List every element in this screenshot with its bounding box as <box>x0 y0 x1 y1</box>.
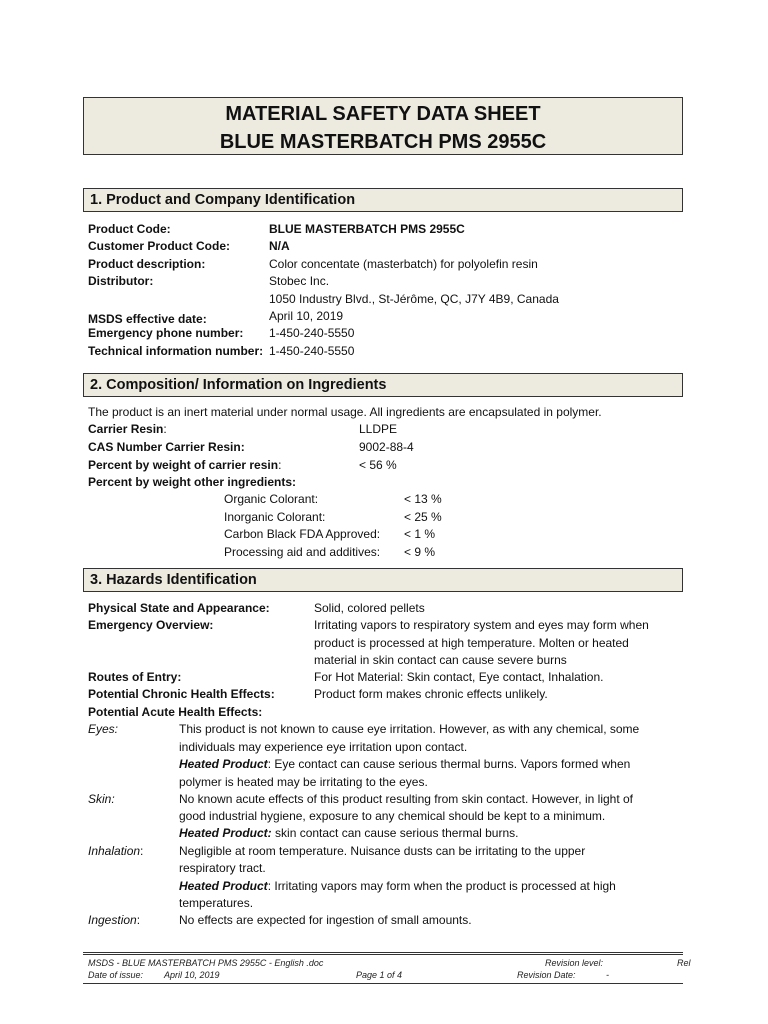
footer-revision-level-label: Revision level: <box>545 958 604 968</box>
eyes-line: This product is not known to cause eye irritation. However, as with any chemical, some <box>179 722 640 736</box>
eyes-heated-line2: polymer is heated may be irritating to the eyes. <box>179 775 428 789</box>
emergency-overview-line: product is processed at high temperature. Molten or heated <box>314 636 629 650</box>
customer-code-value: N/A <box>269 239 290 253</box>
chronic-label: Potential Chronic Health Effects: <box>88 687 275 701</box>
ingestion-label: Ingestion <box>88 913 137 927</box>
cas-number-label: CAS Number Carrier Resin: <box>88 440 245 454</box>
skin-line: No known acute effects of this product resulting from skin contact. However, in light of <box>179 792 634 806</box>
skin-line: good industrial hygiene, exposure to any chemical should be kept to a minimum. <box>179 809 606 823</box>
customer-code-label: Customer Product Code: <box>88 239 231 253</box>
distributor-name: Stobec Inc. <box>269 274 330 288</box>
percent-other-label: Percent by weight other ingredients: <box>88 475 297 489</box>
physical-state-value: Solid, colored pellets <box>314 601 425 615</box>
emergency-phone-value: 1-450-240-5550 <box>269 326 355 340</box>
percent-carrier-label-text: Percent by weight of carrier resin <box>88 458 279 472</box>
ingredient-name: Carbon Black FDA Approved: <box>224 527 381 541</box>
msds-date-value: April 10, 2019 <box>269 309 344 323</box>
cas-number-value: 9002-88-4 <box>359 440 414 454</box>
ingredient-name: Processing aid and additives: <box>224 545 381 559</box>
skin-heated-label: Heated Product: <box>179 826 272 840</box>
section2-heading: 2. Composition/ Information on Ingredients <box>83 373 683 397</box>
percent-carrier-colon: : <box>278 458 282 472</box>
document-title-box <box>83 97 683 155</box>
ingestion-value: No effects are expected for ingestion of small amounts. <box>179 913 472 927</box>
skin-heated <box>179 825 518 842</box>
ingredient-value: < 25 % <box>404 510 442 524</box>
routes-label: Routes of Entry: <box>88 670 182 684</box>
ingredient-name: Organic Colorant: <box>224 492 319 506</box>
document-title-line2: BLUE MASTERBATCH PMS 2955C <box>219 131 547 153</box>
percent-carrier-label <box>88 457 281 474</box>
footer-page-number: Page 1 of 4 <box>356 970 403 980</box>
eyes-label: Eyes: <box>88 722 119 736</box>
footer-revision-date-value: - <box>606 970 609 980</box>
inhalation-line: Negligible at room temperature. Nuisance dusts can be irritating to the upper <box>179 844 586 858</box>
section1-heading: 1. Product and Company Identification <box>83 188 683 212</box>
inhalation-label: Inhalation <box>88 844 141 858</box>
footer-revision-date-label: Revision Date: <box>517 970 576 980</box>
carrier-resin-label <box>88 421 167 438</box>
emergency-phone-label: Emergency phone number: <box>88 326 244 340</box>
product-code-value: BLUE MASTERBATCH PMS 2955C <box>269 222 465 236</box>
section3-heading: 3. Hazards Identification <box>83 568 683 592</box>
inhalation-heated-line2: temperatures. <box>179 896 254 910</box>
emergency-overview-label: Emergency Overview: <box>88 618 214 632</box>
product-description-label: Product description: <box>88 257 206 271</box>
eyes-heated-label: Heated Product <box>179 757 268 771</box>
carrier-resin-colon: : <box>163 422 167 436</box>
ingredient-name: Inorganic Colorant: <box>224 510 326 524</box>
physical-state-label: Physical State and Appearance: <box>88 601 270 615</box>
ingestion-label-wrap: Ingestion: <box>88 913 141 927</box>
acute-label: Potential Acute Health Effects: <box>88 705 263 719</box>
carrier-resin-value: LLDPE <box>359 422 398 436</box>
product-code-label: Product Code: <box>88 222 171 236</box>
inhalation-heated-text: : Irritating vapors may form when the product is processed at high <box>267 879 616 893</box>
emergency-overview-line: material in skin contact can cause severe burns <box>314 653 567 667</box>
document-title-line1: MATERIAL SAFETY DATA SHEET <box>225 103 541 125</box>
footer-bottom-divider <box>83 983 683 984</box>
distributor-address: 1050 Industry Blvd., St-Jérôme, QC, J7Y 4B9, Canada <box>269 292 559 306</box>
footer-divider <box>83 954 683 955</box>
footer-date-issue-value: April 10, 2019 <box>164 970 220 980</box>
ingredient-value: < 1 % <box>404 527 436 541</box>
msds-date-label: MSDS effective date: <box>88 312 207 326</box>
inhalation-heated-label: Heated Product <box>179 879 268 893</box>
eyes-heated-text: : Eye contact can cause serious thermal burns. Vapors formed when <box>267 757 631 771</box>
chronic-value: Product form makes chronic effects unlikely. <box>314 687 548 701</box>
footer-revision-level-value: Rel <box>677 958 691 968</box>
skin-heated-text: skin contact can cause serious thermal burns. <box>271 826 519 840</box>
technical-number-label: Technical information number: <box>88 344 264 358</box>
distributor-label: Distributor: <box>88 274 154 288</box>
carrier-resin-label-text: Carrier Resin <box>88 422 164 436</box>
inhalation-label-wrap: Inhalation: <box>88 844 144 858</box>
technical-number-value: 1-450-240-5550 <box>269 344 355 358</box>
inhalation-line: respiratory tract. <box>179 861 266 875</box>
inhalation-heated <box>179 878 616 895</box>
footer-date-issue-label: Date of issue: <box>88 970 144 980</box>
footer-divider <box>83 952 683 953</box>
eyes-heated <box>179 756 630 773</box>
ingredient-value: < 13 % <box>404 492 442 506</box>
composition-intro: The product is an inert material under normal usage. All ingredients are encapsulated in polymer. <box>88 405 602 419</box>
percent-carrier-value: < 56 % <box>359 458 397 472</box>
emergency-overview-line: Irritating vapors to respiratory system and eyes may form when <box>314 618 649 632</box>
footer-doc-name: MSDS - BLUE MASTERBATCH PMS 2955C - English .doc <box>88 958 324 968</box>
product-description-value: Color concentate (masterbatch) for polyolefin resin <box>269 257 538 271</box>
routes-value: For Hot Material: Skin contact, Eye contact, Inhalation. <box>314 670 604 684</box>
eyes-line: individuals may experience eye irritation upon contact. <box>179 740 468 754</box>
ingredient-value: < 9 % <box>404 545 436 559</box>
skin-label: Skin: <box>88 792 115 806</box>
